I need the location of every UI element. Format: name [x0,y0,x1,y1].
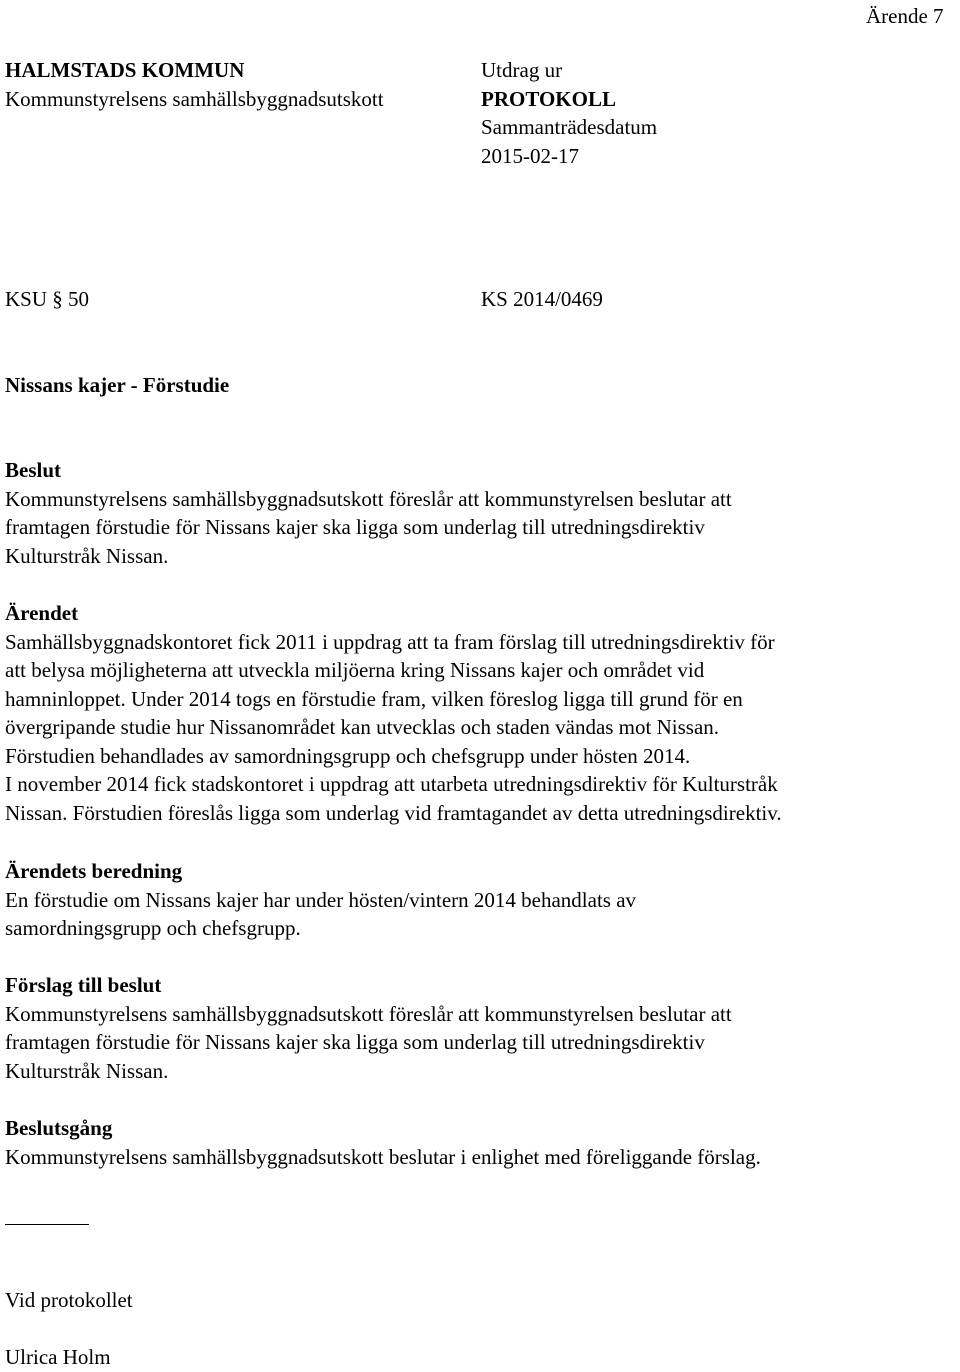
section-arendet [5,599,782,827]
meeting-date: 2015-02-17 [481,144,579,168]
protocol-label: PROTOKOLL [481,87,616,111]
section-heading-beredning: Ärendets beredning [5,859,183,883]
committee-name: Kommunstyrelsens samhällsbyggnadsutskott [5,87,384,111]
municipality-name: HALMSTADS KOMMUN [5,58,245,82]
paragraph-line: hamninloppet. Under 2014 togs en förstudie fram, vilken föreslog ligga till grund för en [5,686,743,711]
document-title: Nissans kajer - Förstudie [5,373,230,397]
paragraph-line: framtagen förstudie för Nissans kajer ska ligga som underlag till utredningsdirektiv [5,515,705,539]
signature-divider [5,1224,89,1225]
paragraph-line: Kommunstyrelsens samhällsbyggnadsutskott föreslår att kommunstyrelsen beslutar att [5,486,732,511]
section-heading-beslut: Beslut [5,458,62,482]
paragraph-line: Kulturstråk Nissan. [5,543,169,568]
section-heading-arendet: Ärendet [5,601,79,625]
meeting-date-label: Sammanträdesdatum [481,115,658,139]
signature-name: Ulrica Holm [5,1345,111,1369]
paragraph-line: Kommunstyrelsens samhällsbyggnadsutskott beslutar i enlighet med föreliggande förslag. [5,1144,761,1169]
paragraph-line: övergripande studie hur Nissanområdet kan utvecklas och staden vändas mot Nissan. [5,715,720,739]
paragraph-line: samordningsgrupp och chefsgrupp. [5,916,301,940]
paragraph-line: Samhällsbyggnadskontoret fick 2011 i uppdrag att ta fram förslag till utredningsdirektiv för [5,629,775,654]
section-number: KSU § 50 [5,287,90,311]
section-beredning [5,857,636,943]
paragraph-line: att belysa möjligheterna att utveckla miljöerna kring Nissans kajer och området vid [5,658,705,682]
extract-label: Utdrag ur [481,58,563,82]
case-number: KS 2014/0469 [481,287,603,311]
paragraph-line: Kommunstyrelsens samhällsbyggnadsutskott föreslår att kommunstyrelsen beslutar att [5,1001,732,1026]
paragraph-line: En förstudie om Nissans kajer har under hösten/vintern 2014 behandlats av [5,887,637,912]
paragraph-line: Kulturstråk Nissan. [5,1058,169,1083]
section-beslutsgang [5,1114,761,1171]
section-heading-forslag: Förslag till beslut [5,973,162,997]
section-beslut [5,456,732,570]
arende-number: Ärende 7 [866,4,944,28]
paragraph-line: framtagen förstudie för Nissans kajer ska ligga som underlag till utredningsdirektiv [5,1030,705,1054]
section-forslag [5,971,732,1085]
signature-label: Vid protokollet [5,1288,133,1312]
paragraph-line: Nissan. Förstudien föreslås ligga som underlag vid framtagandet av detta utredningsdirektiv. [5,800,782,825]
paragraph-line: Förstudien behandlades av samordningsgrupp och chefsgrupp under hösten 2014. [5,743,691,768]
paragraph-line: I november 2014 fick stadskontoret i uppdrag att utarbeta utredningsdirektiv för Kulturstråk [5,772,778,796]
section-heading-beslutsgang: Beslutsgång [5,1116,113,1140]
